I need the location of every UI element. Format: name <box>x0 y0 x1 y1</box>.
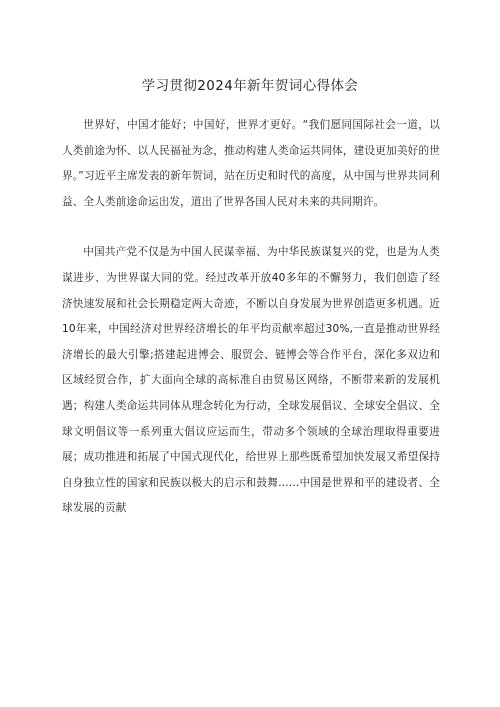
paragraph-2: 中国共产党不仅是为中国人民谋幸福、为中华民族谋复兴的党，也是为人类谋进步、为世界谋大同的党。经过改革开放40多年的不懈努力，我们创造了经济快速发展和社会长期稳定两大奇迹，不断以自身发展为世界创造更多机遇。近10年来，中国经济对世界经济增长的年平均贡献率超过30%,一直是推动世界经济增长的最大引擎;搭建起进博会、服贸会、链博会等合作平台，深化多双边和区域经贸合作，扩大面向全球的高标准自由贸易区网络，不断带来新的发展机遇；构建人类命运共同体从理念转化为行动，全球发展倡议、全球安全倡议、全球文明倡议等一系列重大倡议应运而生，带动多个领域的全球治理取得重要进展；成功推进和拓展了中国式现代化，给世界上那些既希望加快发展又希望保持自身独立性的国家和民族以极大的启示和鼓舞……中国是世界和平的建设者、全球发展的贡献 <box>62 246 440 515</box>
document-title: 学习贯彻2024年新年贺词心得体会 <box>141 78 359 94</box>
document-body <box>62 113 440 522</box>
paragraph-1: 世界好，中国才能好；中国好，世界才更好。“我们愿同国际社会一道，以人类前途为怀、以人民福祉为念，推动构建人类命运共同体，建设更加美好的世界。”习近平主席发表的新年贺词，站在历史和时代的高度，从中国与世界共同利益、全人类前途命运出发，道出了世界各国人民对未来的共同期许。 <box>62 119 440 208</box>
